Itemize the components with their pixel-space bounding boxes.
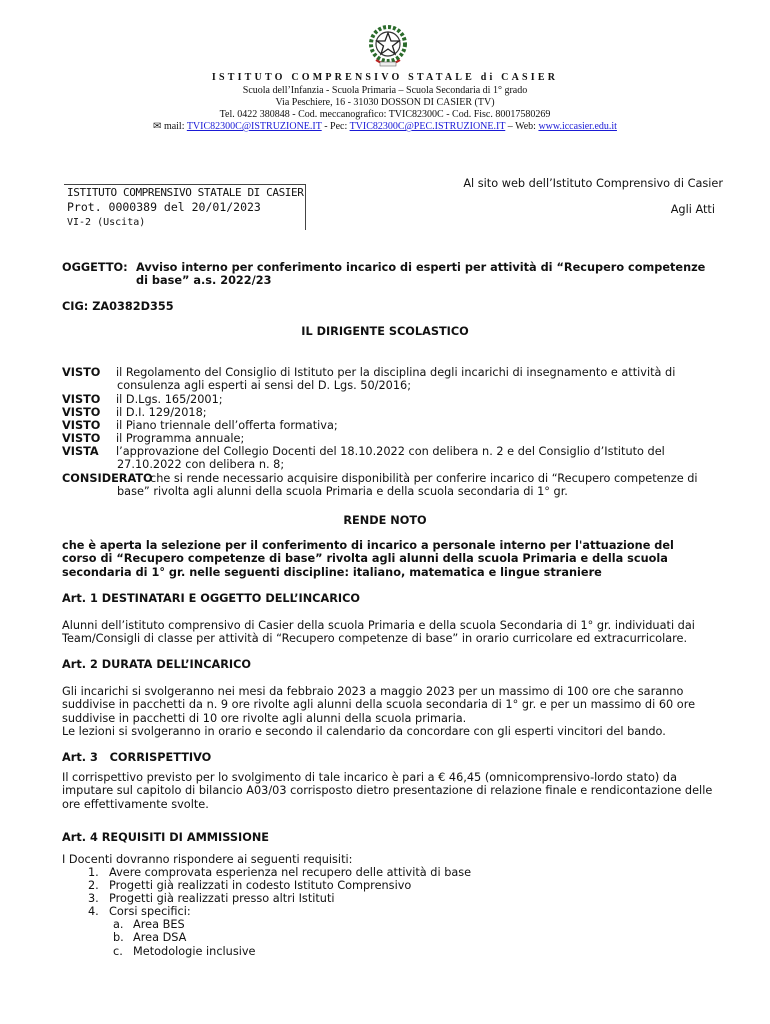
requirement-number: 3. [88,892,99,905]
visto-key: VISTO [62,419,101,432]
selezione-line: secondaria di 1° gr. nelle seguenti discipline: italiano, matematica e lingue straniere [62,565,602,579]
visto-text: l’approvazione del Collegio Docenti del 18.10.2022 con delibera n. 2 e del Consiglio d’Istituto del [116,445,665,458]
web-label: – Web: [507,121,536,132]
mail-link[interactable]: TVIC82300C@ISTRUZIONE.IT [186,121,322,132]
visto-row [62,406,728,419]
italian-republic-emblem-icon [366,22,410,70]
school-contacts [0,121,770,133]
art2-title: Art. 2 DURATA DELL’INCARICO [62,658,252,671]
art1-line: Alunni dell’istituto comprensivo di Casier della scuola Primaria e della scuola Secondaria di 1° gr. individuati dai [62,619,695,632]
requirement-text: Progetti già realizzati presso altri Istituti [109,892,335,905]
visto-key: VISTO [62,393,101,406]
considerato-text-cont: base” rivolta agli alunni della scuola Primaria e della scuola secondaria di 1° gr. [117,485,568,499]
visto-row [62,432,728,445]
subrequirement-letter: b. [113,931,124,944]
pec-label: - Pec: [324,121,348,132]
oggetto-line1: Avviso interno per conferimento incarico di esperti per attività di “Recupero competenze [136,261,706,274]
requirement-text: Progetti già realizzati in codesto Istituto Comprensivo [109,879,412,892]
art1-title: Art. 1 DESTINATARI E OGGETTO DELL’INCARICO [62,592,360,605]
recipient-website: Al sito web dell’Istituto Comprensivo di Casier [463,177,723,190]
visto-key: VISTO [62,406,101,419]
oggetto-line2: di base” a.s. 2022/23 [136,274,272,287]
considerato-key: CONSIDERATO [62,472,153,485]
considerato-row [62,472,728,499]
requirement-number: 2. [88,879,99,892]
art2-paragraph [62,685,732,739]
stamp-protocol: Prot. 0000389 del 20/01/2023 [67,200,261,214]
requirement-text: Avere comprovata esperienza nel recupero delle attività di base [109,866,472,879]
art4-title: Art. 4 REQUISITI DI AMMISSIONE [62,831,269,844]
school-name: ISTITUTO COMPRENSIVO STATALE di CASIER [211,72,559,83]
subrequirement-text: Metodologie inclusive [133,945,256,958]
visto-row [62,393,728,406]
visto-row [62,366,728,393]
rende-noto-title: RENDE NOTO [343,514,427,527]
requirement-number: 1. [88,866,99,879]
school-phone-codes: Tel. 0422 380848 - Cod. meccanografico: TVIC82300C - Cod. Fisc. 80017580269 [219,109,551,120]
art3-line: Il corrispettivo previsto per lo svolgimento di tale incarico è pari a € 46,45 (omnicomprensivo-lordo stato) da [62,771,678,784]
selezione-paragraph [62,539,728,579]
art4-intro: I Docenti dovranno rispondere ai seguenti requisiti: [62,853,353,866]
visto-text-cont: 27.10.2022 con delibera n. 8; [117,458,285,472]
school-levels: Scuola dell’Infanzia - Scuola Primaria – Scuola Secondaria di 1° grado [242,85,528,96]
art3-line: imputare sul capitolo di bilancio A03/03 corrisposto dietro presentazione di relazione finale e rendicontazione delle [62,784,713,798]
mail-label: mail: [163,121,185,132]
stamp-classification: VI-2 (Uscita) [67,217,146,228]
subrequirement-letter: a. [113,918,124,931]
visto-text: il D.I. 129/2018; [116,406,207,419]
visto-text: il Regolamento del Consiglio di Istituto per la disciplina degli incarichi di insegnamento e attività di [116,366,676,379]
dirigente-title: IL DIRIGENTE SCOLASTICO [301,325,469,338]
mail-icon: ✉ [153,121,162,132]
art1-line: Team/Consigli di classe per attività di “Recupero competenze di base” in orario curricolare ed extracurricolare. [62,632,688,646]
visto-text-cont: consulenza agli esperti ai sensi del D. Lgs. 50/2016; [117,379,412,393]
pec-link[interactable]: TVIC82300C@PEC.ISTRUZIONE.IT [349,121,506,132]
web-link[interactable]: www.iccasier.edu.it [538,121,617,132]
visto-key: VISTA [62,445,99,458]
art3-line: ore effettivamente svolte. [62,797,209,811]
visto-row [62,445,728,472]
selezione-line: che è aperta la selezione per il conferimento di incarico a personale interno per l'attuazione del [62,539,674,552]
art2-line: suddivise in pacchetti da n. 9 ore rivolte agli alunni della scuola secondaria di 1° gr. e per un massimo di 60 ore [62,698,696,712]
subrequirement-letter: c. [113,945,123,958]
subrequirement-text: Area DSA [133,931,187,944]
visto-key: VISTO [62,366,101,379]
stamp-institute: ISTITUTO COMPRENSIVO STATALE DI CASIER [67,186,304,199]
art2-line: suddivise in pacchetti di 10 ore rivolte agli alunni della scuola primaria. [62,711,467,725]
cig-code: CIG: ZA0382D355 [62,300,174,313]
emblem [366,22,410,70]
selezione-line: corso di “Recupero competenze di base” rivolta agli alunni della scuola Primaria e della scuola [62,552,668,566]
art3-title: Art. 3 CORRISPETTIVO [62,751,212,764]
oggetto-label: OGGETTO: [62,261,128,274]
visto-key: VISTO [62,432,101,445]
subrequirement-text: Area BES [133,918,185,931]
school-address: Via Peschiere, 16 - 31030 DOSSON DI CASIER (TV) [275,97,495,108]
considerato-text: che si rende necessario acquisire disponibilità per conferire incarico di “Recupero competenze di [150,472,698,485]
requirement-text: Corsi specifici: [109,905,191,918]
visto-text: il D.Lgs. 165/2001; [116,393,223,406]
art1-paragraph [62,619,732,646]
art3-paragraph [62,771,732,811]
requirement-number: 4. [88,905,99,918]
recipient-atti: Agli Atti [670,203,715,216]
visto-row [62,419,728,432]
art2-line: Gli incarichi si svolgeranno nei mesi da febbraio 2023 a maggio 2023 per un massimo di 100 ore che saranno [62,685,684,698]
protocol-stamp [64,184,306,230]
art2-line: Le lezioni si svolgeranno in orario e secondo il calendario da concordare con gli esperti vincitori del bando. [62,725,666,739]
visto-text: il Piano triennale dell’offerta formativa; [116,419,338,432]
visto-text: il Programma annuale; [116,432,245,445]
